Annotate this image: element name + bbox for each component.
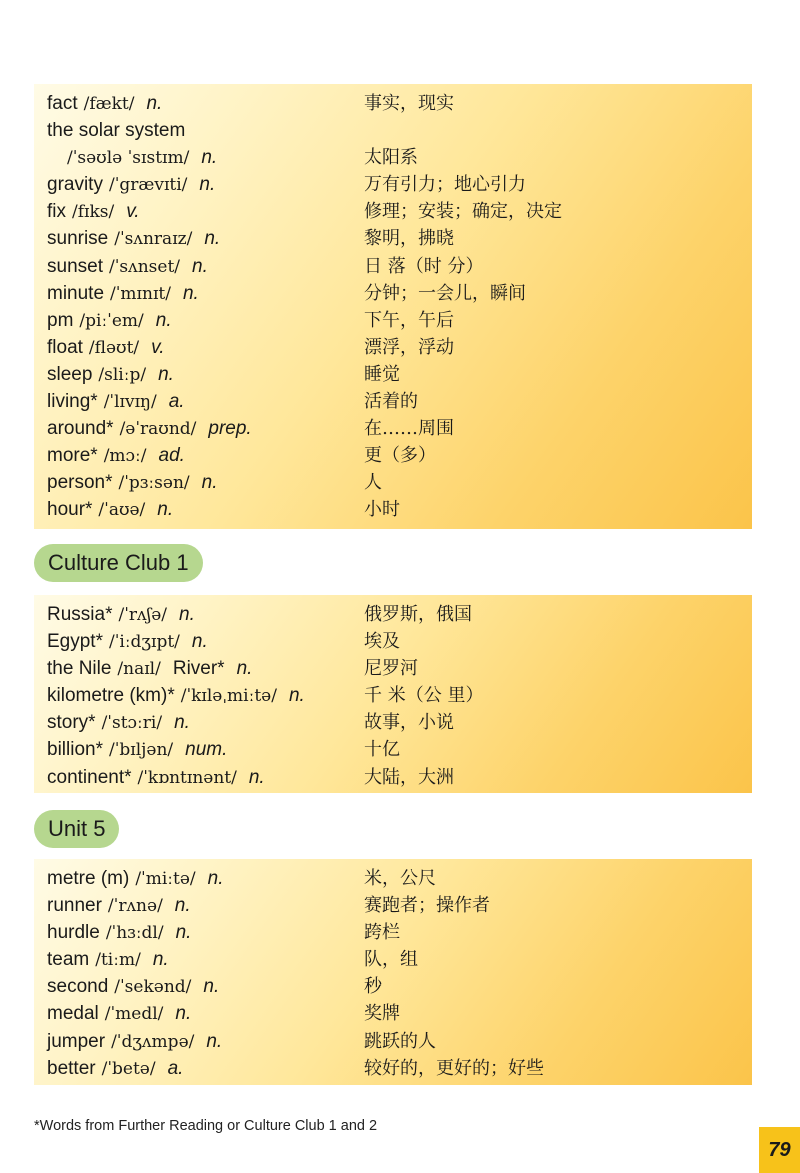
- vocab-entry: [47, 764, 752, 791]
- vocab-list: [47, 90, 752, 524]
- vocab-list: [47, 865, 752, 1082]
- entry-meaning: 俄罗斯，俄国: [364, 604, 472, 625]
- entry-meaning: 小时: [364, 499, 400, 521]
- vocab-entry: [47, 973, 752, 1000]
- entry-word: hurdle: [47, 922, 100, 944]
- entry-word: Egypt*: [47, 631, 103, 653]
- section-heading-culture-club-1: Culture Club 1: [34, 544, 203, 582]
- entry-meaning: 埃及: [364, 631, 400, 653]
- vocab-entry: [47, 171, 752, 198]
- entry-english: [47, 655, 252, 683]
- entry-phonetic: /fækt/: [83, 94, 135, 114]
- entry-phonetic: /ˈbetə/: [101, 1058, 156, 1079]
- vocab-entry: [47, 415, 752, 442]
- entry-meaning: 故事，小说: [364, 712, 454, 734]
- vocab-entry: [47, 736, 752, 763]
- entry-word: team: [47, 949, 90, 971]
- vocab-entry: [47, 601, 752, 628]
- entry-part-of-speech: n.: [191, 631, 208, 653]
- entry-part-of-speech: n.: [175, 922, 192, 944]
- entry-phonetic: /əˈraʊnd/: [119, 419, 197, 440]
- entry-phonetic: /ˈrʌʃə/: [118, 605, 168, 625]
- entry-part-of-speech: n.: [248, 766, 265, 788]
- entry-english: [47, 865, 224, 893]
- entry-part-of-speech: v.: [126, 201, 140, 223]
- entry-part-of-speech: n.: [157, 499, 174, 521]
- entry-meaning: 事实，现实: [364, 93, 454, 114]
- vocab-entry: [47, 442, 752, 469]
- entry-part-of-speech: n.: [152, 949, 169, 971]
- vocab-entry: [47, 469, 752, 496]
- entry-meaning: 睡觉: [364, 363, 400, 385]
- entry-english: [47, 469, 217, 497]
- entry-part-of-speech: n.: [179, 604, 195, 625]
- entry-part-of-speech: n.: [199, 174, 216, 196]
- entry-word: the solar system: [47, 120, 186, 142]
- entry-meaning: 千 米（公 里）: [364, 685, 484, 707]
- entry-english: [47, 1000, 191, 1028]
- entry-phonetic: /naɪl/: [117, 659, 161, 680]
- entry-meaning: 跨栏: [364, 922, 400, 944]
- entry-meaning: 更（多）: [364, 445, 436, 467]
- entry-english: [47, 682, 305, 710]
- entry-part-of-speech: n.: [174, 712, 190, 734]
- vocab-entry: [47, 709, 752, 736]
- entry-word: around*: [47, 418, 114, 440]
- entry-phonetic: /mɔː/: [103, 446, 147, 467]
- section-heading-unit-5: Unit 5: [34, 810, 119, 848]
- entry-meaning: 太阳系: [364, 147, 418, 169]
- vocab-entry: [47, 1000, 752, 1027]
- vocab-entry: [47, 307, 752, 334]
- vocab-entry: [47, 892, 752, 919]
- entry-phonetic: /ˈmɪnɪt/: [110, 283, 171, 304]
- entry-english: [47, 1055, 183, 1083]
- entry-meaning: 修理；安装；确定，决定: [364, 201, 562, 223]
- vocab-entry: [47, 919, 752, 946]
- vocab-entry: [47, 655, 752, 682]
- entry-english: [67, 144, 217, 172]
- entry-meaning: 十亿: [364, 739, 400, 761]
- entry-word: more*: [47, 445, 98, 467]
- entry-english: [47, 225, 220, 253]
- entry-english: [47, 442, 185, 470]
- vocab-panel-unit4: [34, 84, 752, 529]
- entry-word: sleep: [47, 363, 93, 385]
- entry-phonetic: /ˈmedl/: [104, 1004, 164, 1025]
- entry-meaning: 秒: [364, 976, 382, 998]
- entry-meaning: 跳跃的人: [364, 1030, 436, 1052]
- entry-phonetic: /piːˈem/: [79, 310, 144, 331]
- entry-meaning: 漂浮，浮动: [364, 336, 454, 358]
- entry-part-of-speech: v.: [151, 336, 165, 358]
- entry-phonetic: /ˈkɪləˌmiːtə/: [180, 686, 277, 707]
- entry-english: [47, 736, 227, 764]
- entry-english: [47, 973, 219, 1001]
- vocab-panel-unit-5: [34, 859, 752, 1085]
- entry-meaning: 较好的，更好的；好些: [364, 1057, 544, 1079]
- vocab-entry: [47, 225, 752, 252]
- entry-phonetic: /ˈsəʊlə ˈsɪstɪm/: [67, 148, 190, 169]
- entry-part-of-speech: n.: [204, 228, 221, 250]
- entry-meaning: 在……周围: [364, 418, 454, 440]
- vocab-list: [47, 601, 752, 791]
- entry-phonetic: /ˈhɜːdl/: [105, 923, 164, 944]
- entry-word: second: [47, 976, 109, 998]
- entry-word: sunset: [47, 255, 103, 277]
- entry-phonetic: /ˈlɪvɪŋ/: [103, 392, 157, 413]
- vocab-entry: [47, 280, 752, 307]
- entry-english: [47, 117, 185, 144]
- entry-english: [47, 601, 195, 629]
- entry-english: [47, 253, 208, 281]
- entry-english: [47, 361, 174, 389]
- entry-english: [47, 496, 173, 524]
- entry-part-of-speech: n.: [288, 685, 305, 707]
- vocab-entry: [47, 628, 752, 655]
- entry-english: [47, 919, 191, 947]
- entry-meaning: 赛跑者；操作者: [364, 895, 490, 917]
- entry-part-of-speech: prep.: [208, 418, 252, 440]
- entry-word: metre (m): [47, 868, 130, 889]
- entry-meaning: 活着的: [364, 391, 418, 413]
- entry-word: the Nile: [47, 658, 112, 680]
- entry-meaning: 奖牌: [364, 1003, 400, 1025]
- footnote: *Words from Further Reading or Culture Club 1 and 2: [34, 1118, 378, 1134]
- entry-english: [47, 946, 169, 974]
- entry-english: [47, 709, 190, 737]
- entry-word: gravity: [47, 174, 103, 196]
- entry-phonetic: /fɪks/: [72, 202, 115, 223]
- entry-english: [47, 171, 215, 199]
- entry-word: better: [47, 1057, 96, 1079]
- entry-word: fix: [47, 201, 66, 223]
- entry-word: sunrise: [47, 228, 109, 250]
- vocab-entry: [47, 253, 752, 280]
- entry-meaning: 黎明，拂晓: [364, 228, 454, 250]
- entry-phonetic: /ˈgrævɪti/: [108, 175, 188, 196]
- entry-word: minute: [47, 282, 105, 304]
- entry-phonetic: /ˈsekənd/: [114, 977, 192, 998]
- entry-word: runner: [47, 895, 102, 917]
- entry-phonetic: /sliːp/: [98, 364, 147, 385]
- entry-english: [47, 198, 140, 226]
- entry-phonetic: /ˈrʌnə/: [107, 896, 163, 917]
- entry-phonetic: /ˈsʌnraɪz/: [114, 229, 193, 250]
- entry-meaning: 人: [364, 472, 382, 494]
- entry-part-of-speech: a.: [167, 1057, 184, 1079]
- vocab-entry: [47, 388, 752, 415]
- vocab-entry: [47, 1028, 752, 1055]
- entry-part-of-speech: n.: [207, 868, 224, 889]
- page-number: 79: [759, 1127, 800, 1173]
- entry-english: [47, 764, 265, 792]
- entry-word: pm: [47, 309, 74, 331]
- entry-word-2: River*: [172, 658, 225, 680]
- entry-phonetic: /tiːm/: [95, 950, 141, 971]
- entry-word: person*: [47, 472, 113, 494]
- entry-meaning: 大陆，大洲: [364, 766, 454, 788]
- vocab-entry: [47, 361, 752, 388]
- entry-part-of-speech: n.: [192, 255, 208, 277]
- entry-part-of-speech: ad.: [158, 445, 185, 467]
- entry-english: [47, 90, 162, 118]
- entry-phonetic: /ˈbɪljən/: [108, 740, 174, 761]
- entry-part-of-speech: n.: [158, 363, 174, 385]
- entry-part-of-speech: num.: [185, 739, 228, 761]
- entry-english: [47, 628, 208, 656]
- entry-word: Russia*: [47, 604, 113, 625]
- entry-meaning: 队，组: [364, 949, 418, 971]
- entry-word: story*: [47, 712, 96, 734]
- entry-part-of-speech: n.: [146, 93, 163, 114]
- entry-phonetic: /ˈmiːtə/: [135, 869, 196, 889]
- entry-word: hour*: [47, 499, 93, 521]
- entry-meaning: 米，公尺: [364, 868, 436, 889]
- vocab-entry: [47, 946, 752, 973]
- vocab-entry: [47, 1055, 752, 1082]
- entry-part-of-speech: n.: [203, 976, 220, 998]
- entry-english: [47, 334, 165, 362]
- entry-word: fact: [47, 93, 78, 114]
- entry-part-of-speech: a.: [168, 391, 185, 413]
- entry-meaning: 分钟；一会儿，瞬间: [364, 282, 526, 304]
- vocab-entry: [47, 865, 752, 892]
- entry-part-of-speech: n.: [206, 1030, 223, 1052]
- entry-part-of-speech: n.: [155, 309, 172, 331]
- vocab-entry: [47, 144, 752, 171]
- entry-word: medal: [47, 1003, 99, 1025]
- entry-phonetic: /fləʊt/: [88, 337, 140, 358]
- entry-meaning: 下午，午后: [364, 309, 454, 331]
- entry-phonetic: /ˈstɔːri/: [101, 713, 163, 734]
- entry-phonetic: /ˈiːdʒɪpt/: [108, 632, 180, 653]
- entry-english: [47, 415, 252, 443]
- entry-phonetic: /ˈaʊə/: [98, 500, 146, 521]
- entry-phonetic: /ˈsʌnset/: [108, 256, 181, 277]
- entry-part-of-speech: n.: [201, 147, 218, 169]
- entry-word: living*: [47, 391, 98, 413]
- entry-phonetic: /ˈdʒʌmpə/: [111, 1031, 195, 1052]
- entry-english: [47, 388, 185, 416]
- entry-part-of-speech: n.: [174, 895, 191, 917]
- entry-english: [47, 307, 172, 335]
- vocab-entry: [47, 334, 752, 361]
- entry-english: [47, 892, 191, 920]
- entry-english: [47, 1028, 222, 1056]
- vocab-entry: [47, 496, 752, 523]
- entry-part-of-speech: n.: [182, 282, 199, 304]
- entry-part-of-speech: n.: [201, 472, 218, 494]
- entry-meaning: 日 落（时 分）: [364, 255, 484, 277]
- entry-meaning: 尼罗河: [364, 658, 418, 680]
- vocab-entry: [47, 117, 752, 144]
- entry-meaning: 万有引力；地心引力: [364, 174, 526, 196]
- vocab-entry: [47, 90, 752, 117]
- entry-phonetic: /ˈkɒntɪnənt/: [137, 767, 237, 788]
- vocab-entry: [47, 198, 752, 225]
- entry-word: billion*: [47, 739, 103, 761]
- entry-part-of-speech: n.: [175, 1003, 192, 1025]
- entry-word: float: [47, 336, 83, 358]
- entry-word: jumper: [47, 1030, 106, 1052]
- vocab-panel-culture-club-1: [34, 595, 752, 793]
- entry-word: continent*: [47, 766, 132, 788]
- entry-phonetic: /ˈpɜːsən/: [118, 473, 190, 494]
- entry-part-of-speech: n.: [236, 658, 253, 680]
- vocab-entry: [47, 682, 752, 709]
- entry-word: kilometre (km)*: [47, 685, 175, 707]
- entry-english: [47, 280, 199, 308]
